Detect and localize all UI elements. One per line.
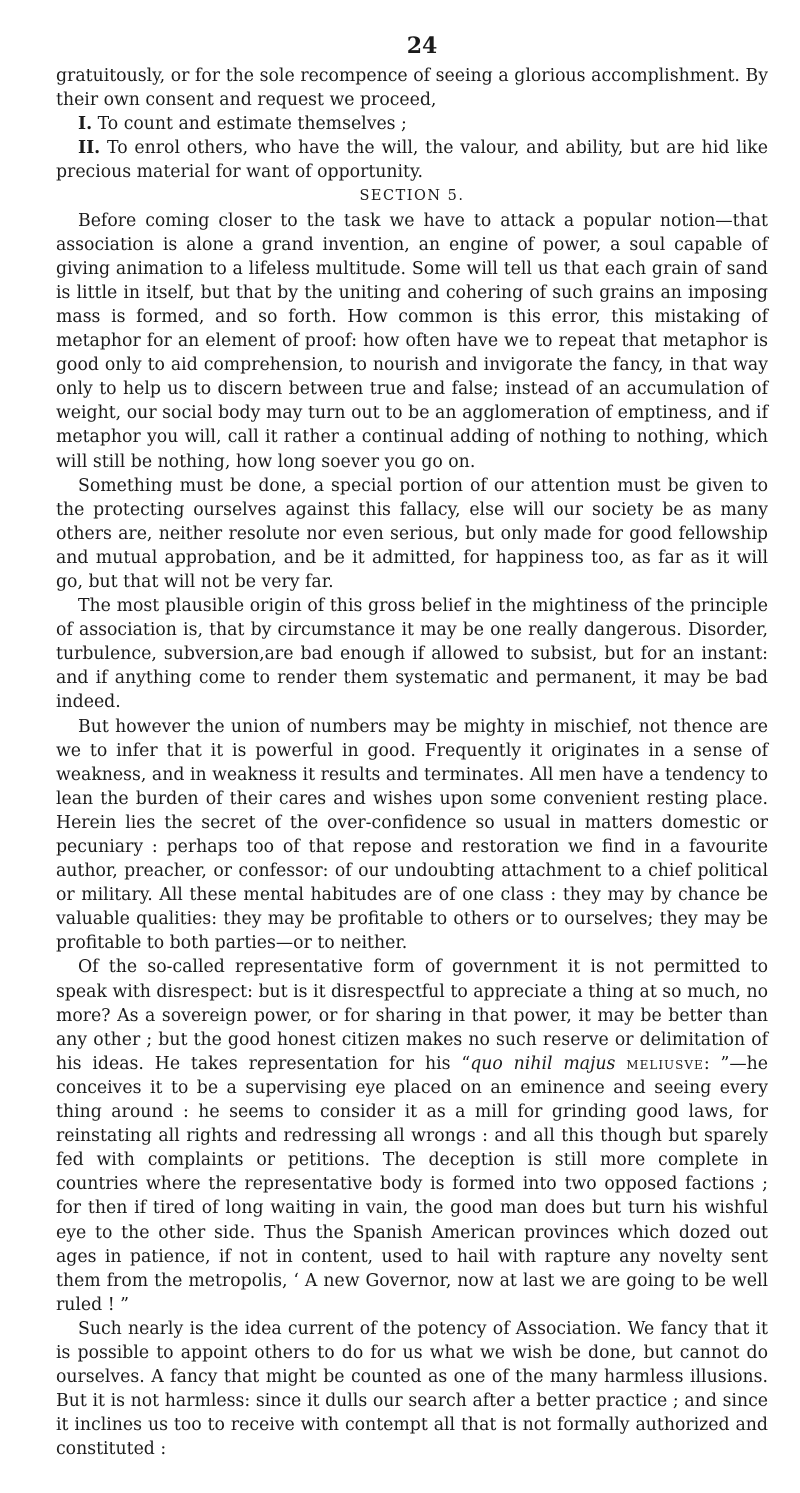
- paragraph-something-must-be-done: Something must be done, a special portion of our attention must be given to the protecting ourselves against this fallacy, else will our society be as many others are, neither resolute nor even serious, but only made for good fellowship and mutual approbation, and be it admitted, for happiness too, as far as it will go, but that will not be very far.: [56, 475, 768, 592]
- section-heading: SECTION 5.: [359, 188, 465, 205]
- intro-paragraph: gratuitously, or for the sole recompence of seeing a glorious accomplishment. By their own consent and request we proceed,: [56, 66, 768, 111]
- list-item-1: [56, 112, 768, 136]
- latin-phrase: quo nihil majus: [470, 1053, 616, 1074]
- latin-smallcaps: meliusve: [626, 1053, 704, 1074]
- list-item-2-label: II.: [78, 138, 101, 159]
- list-item-2: [56, 136, 768, 184]
- list-item-1-label: I.: [78, 114, 93, 135]
- paragraph-representative-text-after: : ”—he conceives it to be a supervising eye placed on an eminence and seeing every thing around : he seems to consider it as a mill for grinding good laws, for reinstating all rights and redressing all wrongs : and all this though but sparely fed with complaints or petitions. The deception is still more complete in countries where the representative body is formed into two opposed factions ; for then if tired of long waiting in vain, the good man does but turn his wishful eye to the other side. Thus the Spanish American provinces which dozed out ages in patience, if not in content, used to hail with rapture any novelty sent them from the metropolis, ‘ A new Governor, now at last we are going to be well ruled ! ”: [56, 1053, 768, 1315]
- list-item-2-text: To enrol others, who have the will, the valour, and ability, but are hid like precious material for want of opportunity.: [56, 138, 768, 183]
- paragraph-union-of-numbers: But however the union of numbers may be mighty in mischief, not thence are we to infer that it is powerful in good. Frequently it originates in a sense of weakness, and in weakness it results and terminates. All men have a tendency to lean the burden of their cares and wishes upon some convenient resting place. Herein lies the secret of the over-confidence so usual in matters domestic or pecuniary : perhaps too of that repose and restoration we find in a favourite author, preacher, or confessor: of our undoubting attachment to a chief political or military. All these mental habitudes are of one class : they may by chance be valuable qualities: they may be profitable to others or to ourselves; they may be profitable to both parties—or to neither.: [56, 716, 768, 954]
- paragraph-representative-text-before: Of the so-called representative form of government it is not permitted to speak with disrespect: but is it disrespectful to appreciate a thing at so much, no more? As a sovereign power, or for sharing in that power, it may be better than any other ; but the good honest citizen makes no such reserve or delimitation of his ideas. He takes representation for his “: [56, 957, 768, 1074]
- paragraph-association-notion: Before coming closer to the task we have to attack a popular notion—that association is alone a grand invention, an engine of power, a soul capable of giving animation to a lifeless multitude. Some will tell us that each grain of sand is little in itself, but that by the uniting and cohering of such grains an imposing mass is formed, and so forth. How common is this error, this mistaking of metaphor for an element of proof: how often have we to repeat that metaphor is good only to aid comprehension, to nourish and invigorate the fancy, in that way only to help us to discern between true and false; instead of an accumulation of weight, our social body may turn out to be an agglomeration of emptiness, and if metaphor you will, call it rather a continual adding of nothing to nothing, which will still be nothing, how long soever you go on.: [56, 210, 768, 472]
- paragraph-representative-government: [56, 955, 768, 1316]
- paragraph-plausible-origin: The most plausible origin of this gross belief in the mightiness of the principle of association is, that by circumstance it may be one really dangerous. Disorder, turbulence, subversion,are bad enough if allowed to subsist, but for an instant: and if anything come to render them systematic and permanent, it may be bad indeed.: [56, 596, 768, 713]
- paragraph-potency-of-association: Such nearly is the idea current of the potency of Association. We fancy that it is possible to appoint others to do for us what we wish be done, but cannot do ourselves. A fancy that might be counted as one of the many harmless illusions. But it is not harmless: since it dulls our search after a better practice ; and since it inclines us too to receive with contempt all that is not formally authorized and constituted :: [56, 1318, 768, 1460]
- list-item-1-text: To count and estimate themselves ;: [97, 114, 407, 135]
- page-number: 24: [406, 33, 438, 59]
- document-page: [56, 34, 768, 1461]
